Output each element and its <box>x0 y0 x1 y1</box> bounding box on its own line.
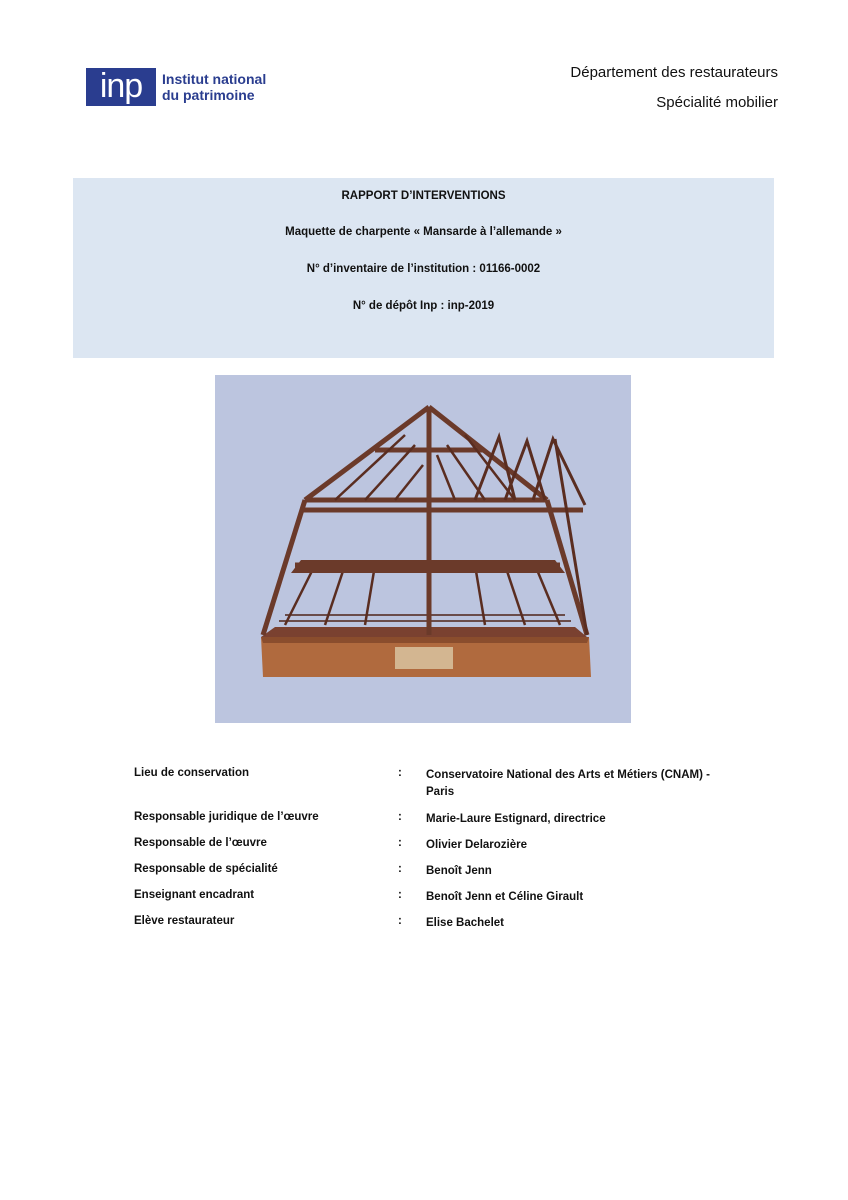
info-separator: : <box>398 837 402 849</box>
info-separator: : <box>398 915 402 927</box>
object-photo <box>215 375 631 723</box>
logo-mark: inp <box>86 68 156 106</box>
report-title: RAPPORT D’INTERVENTIONS <box>341 190 506 202</box>
object-title: Maquette de charpente « Mansarde à l’allemande » <box>285 226 562 238</box>
info-row <box>134 837 734 863</box>
info-table <box>134 767 734 941</box>
info-row <box>134 811 734 837</box>
inp-logo <box>86 68 266 106</box>
info-label: Enseignant encadrant <box>134 889 255 901</box>
info-row <box>134 889 734 915</box>
info-value: Marie-Laure Estignard, directrice <box>426 813 606 825</box>
deposit-number: N° de dépôt Inp : inp-2019 <box>352 300 495 312</box>
logo-text <box>162 71 266 103</box>
info-value: Olivier Delarozière <box>426 839 527 851</box>
report-title-box <box>73 178 774 358</box>
logo-line-1: Institut national <box>162 71 267 87</box>
info-separator: : <box>398 889 402 901</box>
specialty-name: Spécialité mobilier <box>656 94 778 111</box>
department-name: Département des restaurateurs <box>570 64 778 81</box>
info-separator: : <box>398 811 402 823</box>
info-separator: : <box>398 767 402 779</box>
info-value: Elise Bachelet <box>426 917 504 929</box>
info-label: Responsable juridique de l’œuvre <box>134 811 319 823</box>
info-value: Benoît Jenn <box>426 865 492 877</box>
info-row <box>134 915 734 941</box>
info-value: Conservatoire National des Arts et Métiers (CNAM) - Paris <box>426 769 710 798</box>
logo-line-2: du patrimoine <box>162 87 255 103</box>
info-row <box>134 863 734 889</box>
department-header <box>570 62 778 122</box>
info-separator: : <box>398 863 402 875</box>
info-value: Benoît Jenn et Céline Girault <box>426 891 584 903</box>
inventory-number: N° d’inventaire de l’institution : 01166-0002 <box>306 263 541 275</box>
info-label: Lieu de conservation <box>134 767 250 779</box>
info-label: Responsable de spécialité <box>134 863 278 875</box>
info-row <box>134 767 734 811</box>
info-label: Responsable de l’œuvre <box>134 837 267 849</box>
info-label: Elève restaurateur <box>134 915 235 927</box>
